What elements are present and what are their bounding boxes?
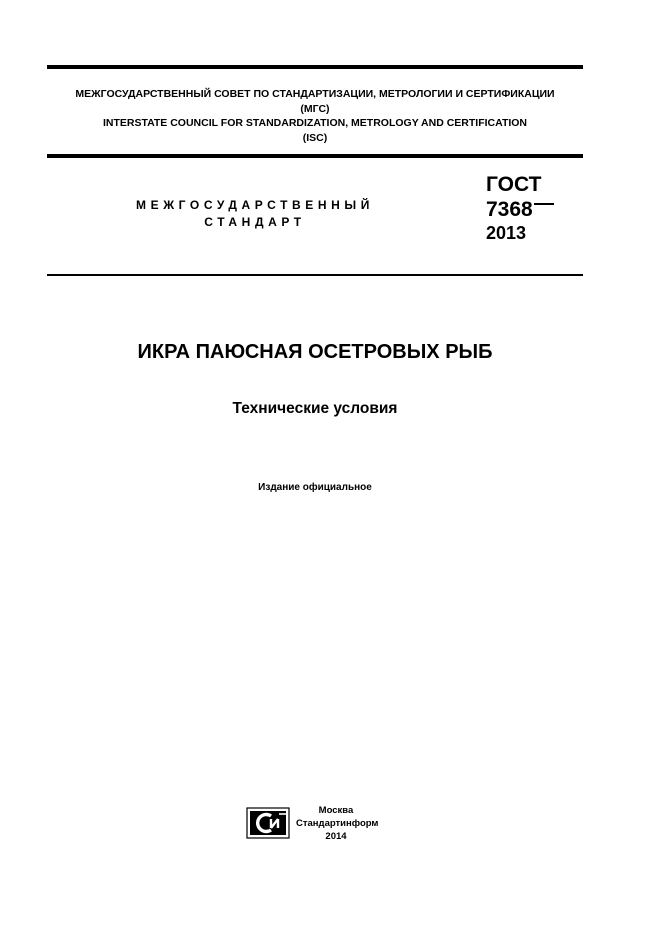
council-header [47,87,583,145]
top-rule [47,65,583,69]
standartinform-logo-icon [246,807,290,839]
publisher-city: Москва [318,805,354,816]
document-title: ИКРА ПАЮСНАЯ ОСЕТРОВЫХ РЫБ [137,341,493,363]
standard-kind-line1: МЕЖГОСУДАРСТВЕННЫЙ [136,198,374,212]
publisher-info [296,804,379,843]
designation-year: 2013 [486,223,527,243]
council-abbr-ru: (МГС) [300,102,330,115]
standard-kind [100,197,410,231]
council-abbr-en: (ISC) [302,131,328,144]
designation-prefix: ГОСТ [486,173,542,196]
publisher-year: 2014 [325,831,347,842]
designation-number: 7368 [486,198,533,221]
standard-kind-line2: СТАНДАРТ [204,215,306,229]
bottom-rule [47,274,583,276]
council-name-ru: МЕЖГОСУДАРСТВЕННЫЙ СОВЕТ ПО СТАНДАРТИЗАЦИИ, МЕТРОЛОГИИ И СЕРТИФИКАЦИИ [75,88,555,100]
edition-label: Издание официальное [258,482,372,493]
standard-designation [486,172,554,244]
document-subtitle: Технические условия [232,400,398,417]
council-name-en: INTERSTATE COUNCIL FOR STANDARDIZATION, METROLOGY AND CERTIFICATION [102,117,528,129]
middle-rule [47,154,583,158]
designation-dash [534,203,554,205]
publisher-name: Стандартинформ [296,818,379,829]
